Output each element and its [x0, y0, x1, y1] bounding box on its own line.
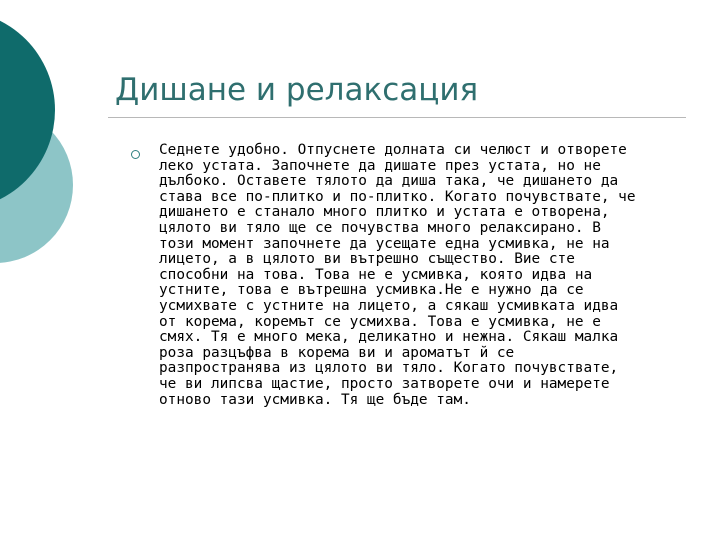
body-line: става все по-плитко и по-плитко. Когато почувствате, че	[159, 188, 636, 205]
body-line: устните, това е вътрешна усмивка.Не е нужно да се	[159, 282, 584, 299]
body-line: че ви липсва щастие, просто затворете очи и намерете	[159, 375, 610, 392]
body-line: лицето, а в цялото ви вътрешно същество. Вие сте	[159, 251, 575, 268]
decorative-circles	[0, 0, 140, 320]
body-line: разпространява из цялото ви тяло. Когато почувствате,	[159, 360, 619, 377]
body-line: дълбоко. Оставете тялото да диша така, че дишането да	[159, 173, 619, 190]
body-line: цялото ви тяло ще се почувства много релаксирано. В	[159, 219, 601, 236]
slide-title: Дишане и релаксация	[115, 72, 479, 108]
body-line: смях. Тя е много мека, деликатно и нежна. Сякаш малка	[159, 329, 619, 346]
body-line: този момент започнете да усещате една усмивка, не на	[159, 235, 610, 252]
body-line: отново тази усмивка. Тя ще бъде там.	[159, 391, 471, 408]
slide-body-text	[159, 143, 687, 408]
body-line: способни на това. Това не е усмивка, която идва на	[159, 266, 593, 283]
title-divider	[108, 117, 686, 118]
bullet-circle-icon	[131, 150, 140, 159]
body-line: леко устата. Започнете да дишате през устата, но не	[159, 157, 601, 174]
body-line: усмихвате с устните на лицето, а сякаш усмивката идва	[159, 297, 619, 314]
body-line: роза разцъфва в корема ви и ароматът й се	[159, 344, 515, 361]
body-line: от корема, коремът се усмихва. Това е усмивка, не е	[159, 313, 601, 330]
body-line: Седнете удобно. Отпуснете долната си челюст и отворете	[159, 142, 627, 158]
body-line: дишането е станало много плитко и устата е отворена,	[159, 204, 610, 221]
